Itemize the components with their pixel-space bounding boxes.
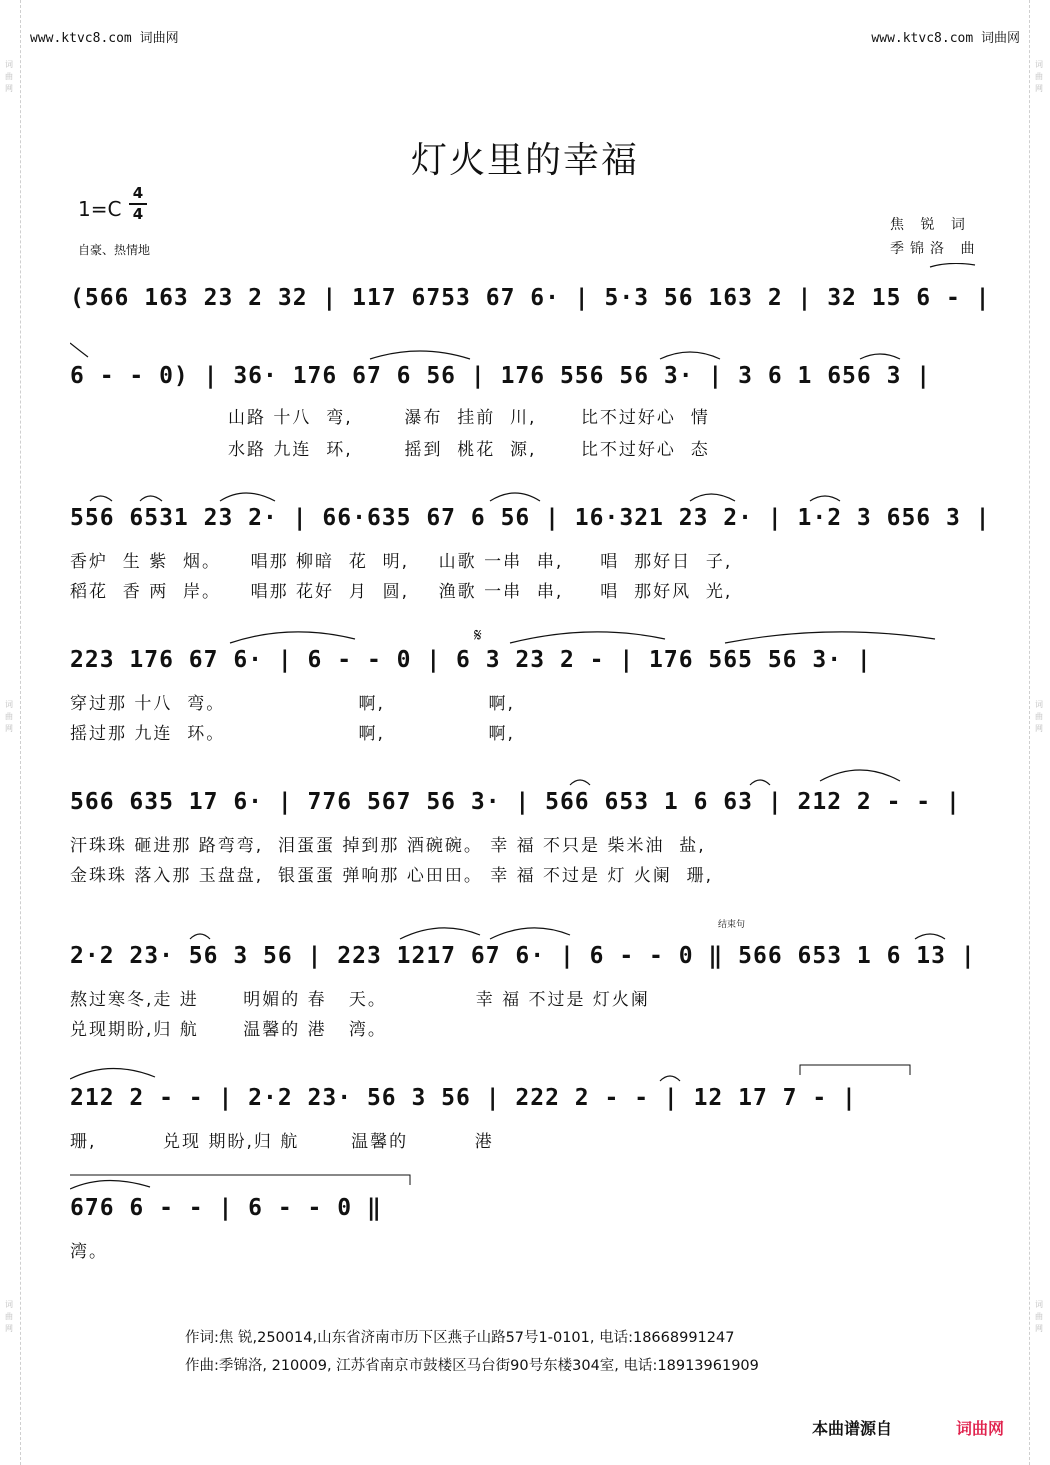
composer-contact: 作曲:季锦洛, 210009, 江苏省南京市鼓楼区马台街90号东楼304室, 电话:18913961909 (185, 1358, 759, 1374)
watermark-char: 词 (1035, 700, 1043, 709)
key-signature: 1=C (78, 197, 122, 221)
site-header-left[interactable]: www.ktvc8.com 词曲网 (30, 31, 179, 46)
segno-sign: 𝄋 (474, 625, 482, 646)
notation-line: 566 635 17 6· | 776 567 56 3· | 566 653 1 6 63 | 212 2 - - | (70, 789, 961, 815)
meter-top: 4 (132, 184, 144, 202)
end-phrase-label: 结束句 (718, 920, 746, 930)
lyric-verse-1: 穿过那 十八 弯。 啊, 啊, (70, 694, 515, 714)
watermark-char: 曲 (5, 712, 13, 721)
notation-line: 6 - - 0) | 36· 176 67 6 56 | 176 556 56 3· | 3 6 1 656 3 | (70, 363, 932, 389)
notation-line: 556 6531 23 2· | 66·635 67 6 56 | 16·321 23 2· | 1·2 3 656 3 | (70, 505, 991, 531)
watermark-char: 词 (5, 700, 13, 709)
watermark-char: 曲 (5, 72, 13, 81)
left-watermark-strip (0, 0, 21, 1465)
slur-marks (70, 1173, 990, 1197)
watermark-char: 曲 (1035, 1312, 1043, 1321)
lyric-verse-2: 兑现期盼,归 航 温馨的 港 湾。 (70, 1020, 387, 1040)
slur-marks (70, 921, 990, 945)
notation-line: (566 163 23 2 32 | 117 6753 67 6· | 5·3 56 163 2 | 32 15 6 - | (70, 285, 991, 311)
time-signature (128, 184, 148, 224)
right-watermark-strip (1029, 0, 1050, 1465)
score-system-1 (70, 285, 990, 325)
slur-marks (70, 625, 990, 649)
site-header-right[interactable]: www.ktvc8.com 词曲网 (871, 31, 1020, 46)
notation-line: 223 176 67 6· | 6 - - 0 | 6 3 23 2 - | 176 565 56 3· | (70, 647, 872, 673)
score-system-3 (70, 505, 990, 605)
watermark-char: 词 (5, 1300, 13, 1309)
composer-credit: 季锦洛 曲 (890, 241, 981, 257)
slur-marks (70, 341, 990, 365)
source-brand-link[interactable]: 词曲网 (956, 1419, 1005, 1438)
watermark-char: 曲 (5, 1312, 13, 1321)
tempo-marking: 自豪、热情地 (78, 243, 151, 257)
lyric-verse-1: 汗珠珠 砸进那 路弯弯, 泪蛋蛋 掉到那 酒碗碗。 幸 福 不只是 柴米油 盐, (70, 836, 706, 856)
watermark-char: 词 (5, 60, 13, 69)
watermark-char: 网 (1035, 1324, 1043, 1333)
score-system-2 (70, 363, 990, 463)
meter-bottom: 4 (132, 205, 144, 223)
score-system-4 (70, 625, 990, 747)
notation-line: 212 2 - - | 2·2 23· 56 3 56 | 222 2 - - | 12 17 7 - | (70, 1085, 857, 1111)
watermark-char: 曲 (1035, 72, 1043, 81)
notation-line: 676 6 - - | 6 - - 0 ‖ (70, 1195, 382, 1221)
watermark-char: 网 (1035, 724, 1043, 733)
score-system-7 (70, 1085, 990, 1155)
score-system-6 (70, 920, 990, 1043)
lyric-verse-1: 湾。 (70, 1242, 108, 1262)
watermark-char: 网 (5, 84, 13, 93)
notation-line: 2·2 23· 56 3 56 | 223 1217 67 6· | 6 - - 0 ‖ 566 653 1 6 13 | (70, 943, 976, 969)
song-title: 灯火里的幸福 (410, 140, 639, 181)
slur-marks (70, 1063, 990, 1087)
lyric-verse-1: 珊, 兑现 期盼,归 航 温馨的 港 (70, 1132, 494, 1152)
lyric-verse-2: 摇过那 九连 环。 啊, 啊, (70, 724, 515, 744)
watermark-char: 词 (1035, 60, 1043, 69)
lyricist-credit: 焦 锐 词 (890, 217, 971, 233)
watermark-char: 词 (1035, 1300, 1043, 1309)
lyric-verse-2: 金珠珠 落入那 玉盘盘, 银蛋蛋 弹响那 心田田。 幸 福 不过是 灯 火阑 珊, (70, 866, 714, 886)
watermark-char: 网 (5, 1324, 13, 1333)
score-system-8 (70, 1195, 990, 1265)
watermark-char: 网 (5, 724, 13, 733)
source-label: 本曲谱源自 (812, 1419, 893, 1438)
lyric-verse-2: 稻花 香 两 岸。 唱那 花好 月 圆, 渔歌 一串 串, 唱 那好风 光, (70, 582, 733, 602)
score-system-5 (70, 789, 990, 889)
slur-marks (70, 483, 990, 507)
lyricist-contact: 作词:焦 锐,250014,山东省济南市历下区燕子山路57号1-0101, 电话:18668991247 (185, 1330, 735, 1346)
lyric-verse-1: 山路 十八 弯, 瀑布 挂前 川, 比不过好心 情 (228, 408, 710, 428)
lyric-verse-1: 香炉 生 紫 烟。 唱那 柳暗 花 明, 山歌 一串 串, 唱 那好日 子, (70, 552, 733, 572)
lyric-verse-1: 熬过寒冬,走 进 明媚的 春 天。 幸 福 不过是 灯火阑 (70, 990, 650, 1010)
slur-marks (70, 263, 990, 287)
watermark-char: 曲 (1035, 712, 1043, 721)
slur-marks (70, 767, 990, 791)
watermark-char: 网 (1035, 84, 1043, 93)
lyric-verse-2: 水路 九连 环, 摇到 桃花 源, 比不过好心 态 (228, 440, 710, 460)
